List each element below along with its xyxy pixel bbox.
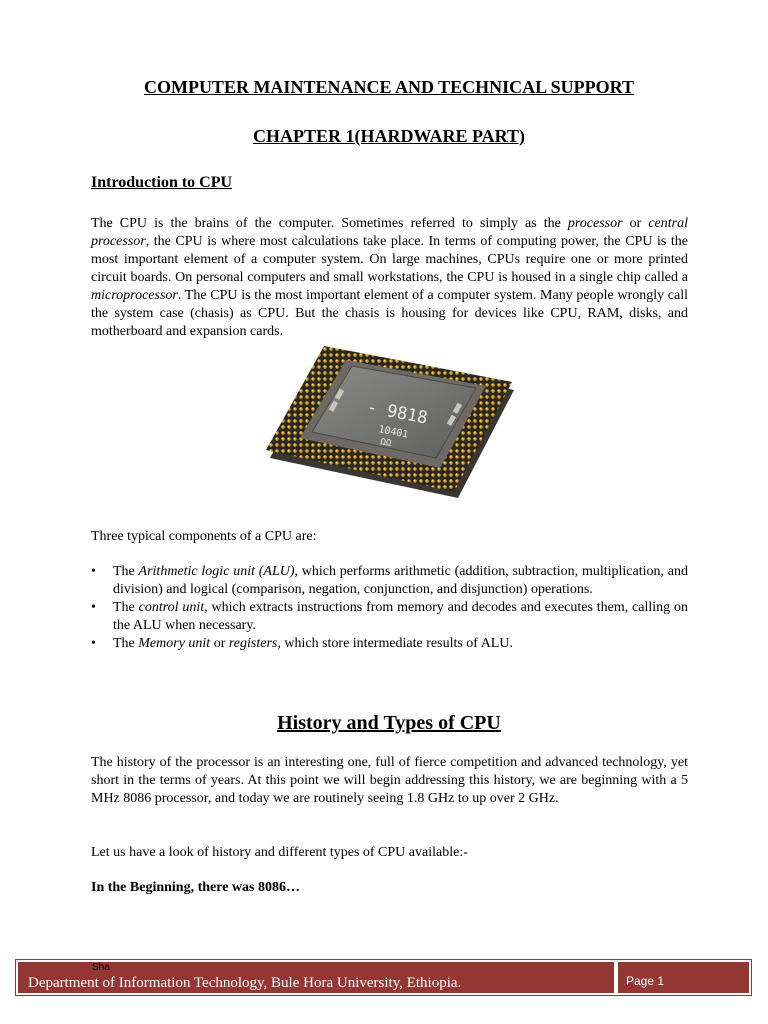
- history-intro-paragraph: Let us have a look of history and different types of CPU available:-: [91, 845, 468, 860]
- chip-marking-main: - 9818: [365, 397, 430, 429]
- footer-sha-text: Sha: [92, 962, 110, 973]
- components-intro: Three typical components of a CPU are:: [91, 529, 317, 544]
- footer-department: Department of Information Technology, Bule Hora University, Ethiopia.: [28, 975, 462, 991]
- chapter-title: CHAPTER 1(HARDWARE PART): [252, 126, 526, 146]
- page-footer: [15, 959, 752, 996]
- bullet-icon: •: [91, 564, 96, 579]
- bullet-icon: •: [91, 600, 96, 615]
- history-heading: History and Types of CPU: [277, 712, 501, 734]
- list-item: • The control unit, which extracts instructions from memory and decodes and executes them, calling on the ALU when necessary.: [91, 600, 689, 633]
- intro-paragraph: The CPU is the brains of the computer. Sometimes referred to simply as the processor or central processor, the CPU is where most calculations take place. In terms of computing power, the CPU is the most important element of a computer system. On large machines, CPUs require one or more printed circuit boards. On personal computers and small workstations, the CPU is housed in a single chip called a microprocessor. The CPU is the most important element of a computer system. Many people wrongly call the system case (chasis) as CPU. But the chasis is housing for devices like CPU, RAM, disks, and motherboard and expansion cards.: [91, 216, 688, 339]
- footer-page-band: [618, 962, 749, 993]
- cpu-components-list: [91, 563, 688, 653]
- document-title: COMPUTER MAINTENANCE AND TECHNICAL SUPPORT: [143, 77, 635, 97]
- beginning-heading: In the Beginning, there was 8086…: [91, 880, 300, 895]
- page-number: Page 1: [626, 974, 665, 988]
- history-paragraph: The history of the processor is an interesting one, full of fierce competition and advanced technology, yet short in the terms of years. At this point we will begin addressing this history, we are beginning with a 5 MHz 8086 processor, and today we are routinely seeing 1.8 GHz to up over 2 GHz.: [91, 755, 688, 806]
- bullet-icon: •: [91, 636, 96, 651]
- list-item: • The Memory unit or registers, which store intermediate results of ALU.: [91, 636, 513, 651]
- list-item: • The Arithmetic logic unit (ALU), which performs arithmetic (addition, subtraction, multiplication, and division) and logical (comparison, negation, conjunction, and disjunction) operations.: [91, 564, 688, 597]
- intro-heading: Introduction to CPU: [91, 174, 233, 191]
- chip-marking-sub: ΩΩ: [379, 437, 392, 450]
- chip-marking-code: 10401: [377, 424, 410, 441]
- cpu-chip-image: [262, 346, 520, 506]
